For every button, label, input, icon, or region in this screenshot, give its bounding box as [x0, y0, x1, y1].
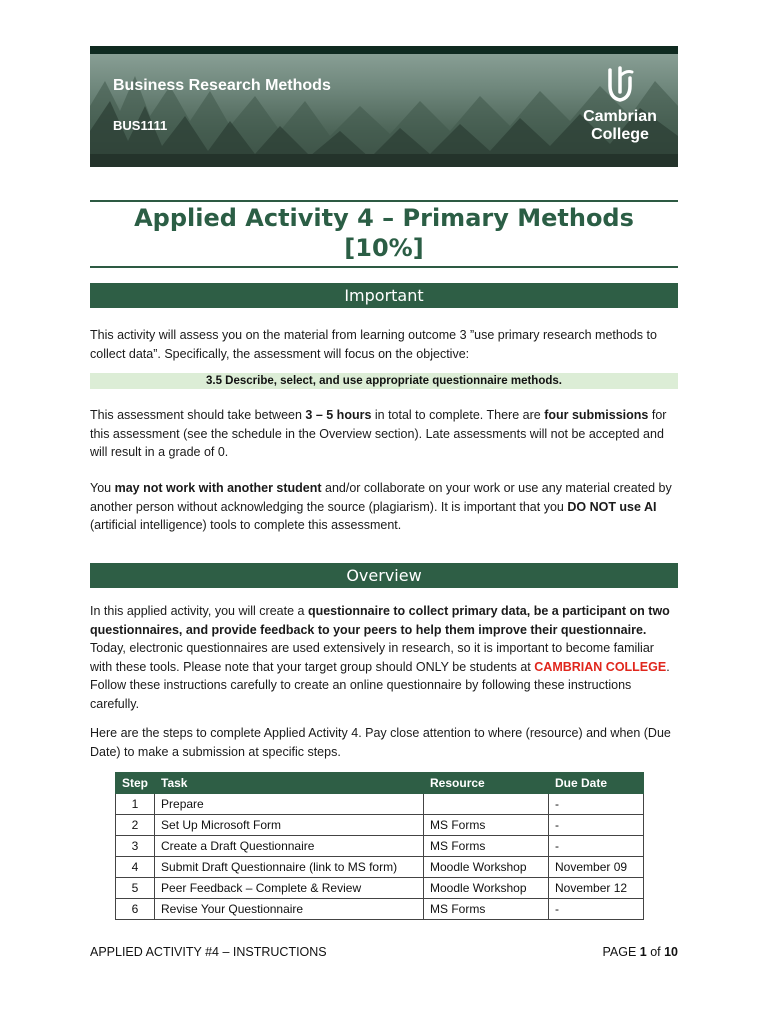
integrity-text-1: You: [90, 481, 115, 495]
title-top-rule: [90, 200, 678, 202]
important-intro: This activity will assess you on the material from learning outcome 3 ”use primary research methods to collect data”. Specifically, the assessment will focus on the objective:: [90, 328, 657, 361]
time-text-1: This assessment should take between: [90, 408, 306, 422]
cell-task: Submit Draft Questionnaire (link to MS form): [155, 857, 424, 878]
title-bottom-rule: [90, 266, 678, 268]
page-title: [90, 203, 678, 263]
cell-task: Create a Draft Questionnaire: [155, 836, 424, 857]
table-row: [116, 794, 644, 815]
course-banner: [90, 46, 678, 167]
cell-due-date: November 12: [549, 878, 644, 899]
table-row: [116, 836, 644, 857]
cell-resource: Moodle Workshop: [424, 878, 549, 899]
time-text-3: for this assessment (see the schedule in the Overview section). Late assessments will not be accepted and will result in a grade of 0.: [90, 408, 667, 459]
cell-step: 4: [116, 857, 155, 878]
table-row: [116, 899, 644, 920]
cell-step: 1: [116, 794, 155, 815]
header-due-date: Due Date: [549, 773, 644, 794]
integrity-bold-1: may not work with another student: [114, 481, 322, 495]
page-label: PAGE: [602, 945, 640, 959]
college-crest-icon: [604, 66, 636, 104]
cell-task: Prepare: [155, 794, 424, 815]
cell-resource: MS Forms: [424, 815, 549, 836]
cambrian-college-logo: [574, 66, 666, 144]
overview-paragraph: [90, 602, 678, 713]
page-title-line2: [10%]: [344, 234, 424, 262]
overview-text-2: Today, electronic questionnaires are used extensively in research, so it is important to become familiar with these tools. Please note that your target group should ONLY be students at: [90, 641, 654, 674]
cell-due-date: -: [549, 899, 644, 920]
page-title-line1: Applied Activity 4 – Primary Methods: [134, 204, 634, 232]
table-row: [116, 815, 644, 836]
time-requirement-paragraph: [90, 406, 678, 462]
time-hours: 3 – 5 hours: [305, 408, 372, 422]
integrity-text-3: (artificial intelligence) tools to complete this assessment.: [90, 518, 402, 532]
steps-intro-paragraph: Here are the steps to complete Applied Activity 4. Pay close attention to where (resource) and when (Due Date) to make a submission at specific steps.: [90, 726, 671, 759]
cell-due-date: November 09: [549, 857, 644, 878]
logo-text-line1: Cambrian: [583, 108, 657, 125]
cell-task: Peer Feedback – Complete & Review: [155, 878, 424, 899]
submission-count: four submissions: [544, 408, 649, 422]
table-row: [116, 878, 644, 899]
cell-resource: [424, 794, 549, 815]
overview-heading: Overview: [90, 563, 678, 588]
important-heading: Important: [90, 283, 678, 308]
overview-text-3: . Follow these instructions carefully to create an online questionnaire by following these instructions carefully.: [90, 659, 670, 711]
cell-step: 3: [116, 836, 155, 857]
page-of: of: [646, 945, 665, 959]
table-row: [116, 857, 644, 878]
header-task: Task: [155, 773, 424, 794]
footer-document-title: APPLIED ACTIVITY #4 – INSTRUCTIONS: [90, 945, 327, 959]
cell-step: 2: [116, 815, 155, 836]
header-resource: Resource: [424, 773, 549, 794]
course-code: BUS1111: [113, 118, 168, 133]
cell-resource: MS Forms: [424, 899, 549, 920]
footer-page-number: [602, 945, 678, 959]
integrity-text-2: and/or collaborate on your work or use any material created by another person without acknowledging the source (plagiarism). It is important that you: [90, 481, 672, 514]
cell-step: 6: [116, 899, 155, 920]
overview-bold: questionnaire to collect primary data, be a participant on two questionnaires, and provide feedback to your peers to help them improve their questionnaire.: [90, 604, 670, 637]
logo-text-line2: College: [591, 126, 649, 143]
total-pages: 10: [664, 945, 678, 959]
overview-text-1: In this applied activity, you will create a: [90, 604, 308, 618]
steps-table: [115, 772, 644, 920]
current-page: 1: [639, 945, 647, 959]
time-text-2: in total to complete. There are: [371, 408, 545, 422]
integrity-bold-2: DO NOT use AI: [567, 499, 657, 514]
cell-due-date: -: [549, 836, 644, 857]
learning-objective: 3.5 Describe, select, and use appropriate questionnaire methods.: [90, 373, 678, 389]
course-title: Business Research Methods: [113, 77, 331, 94]
table-header-row: [116, 773, 644, 794]
academic-integrity-paragraph: [90, 479, 678, 535]
cell-due-date: -: [549, 815, 644, 836]
cell-step: 5: [116, 878, 155, 899]
cell-task: Revise Your Questionnaire: [155, 899, 424, 920]
cell-resource: MS Forms: [424, 836, 549, 857]
cell-due-date: -: [549, 794, 644, 815]
cell-resource: Moodle Workshop: [424, 857, 549, 878]
cell-task: Set Up Microsoft Form: [155, 815, 424, 836]
banner-top-strip: [90, 46, 678, 54]
overview-target-group: CAMBRIAN COLLEGE: [534, 659, 667, 674]
header-step: Step: [116, 773, 155, 794]
